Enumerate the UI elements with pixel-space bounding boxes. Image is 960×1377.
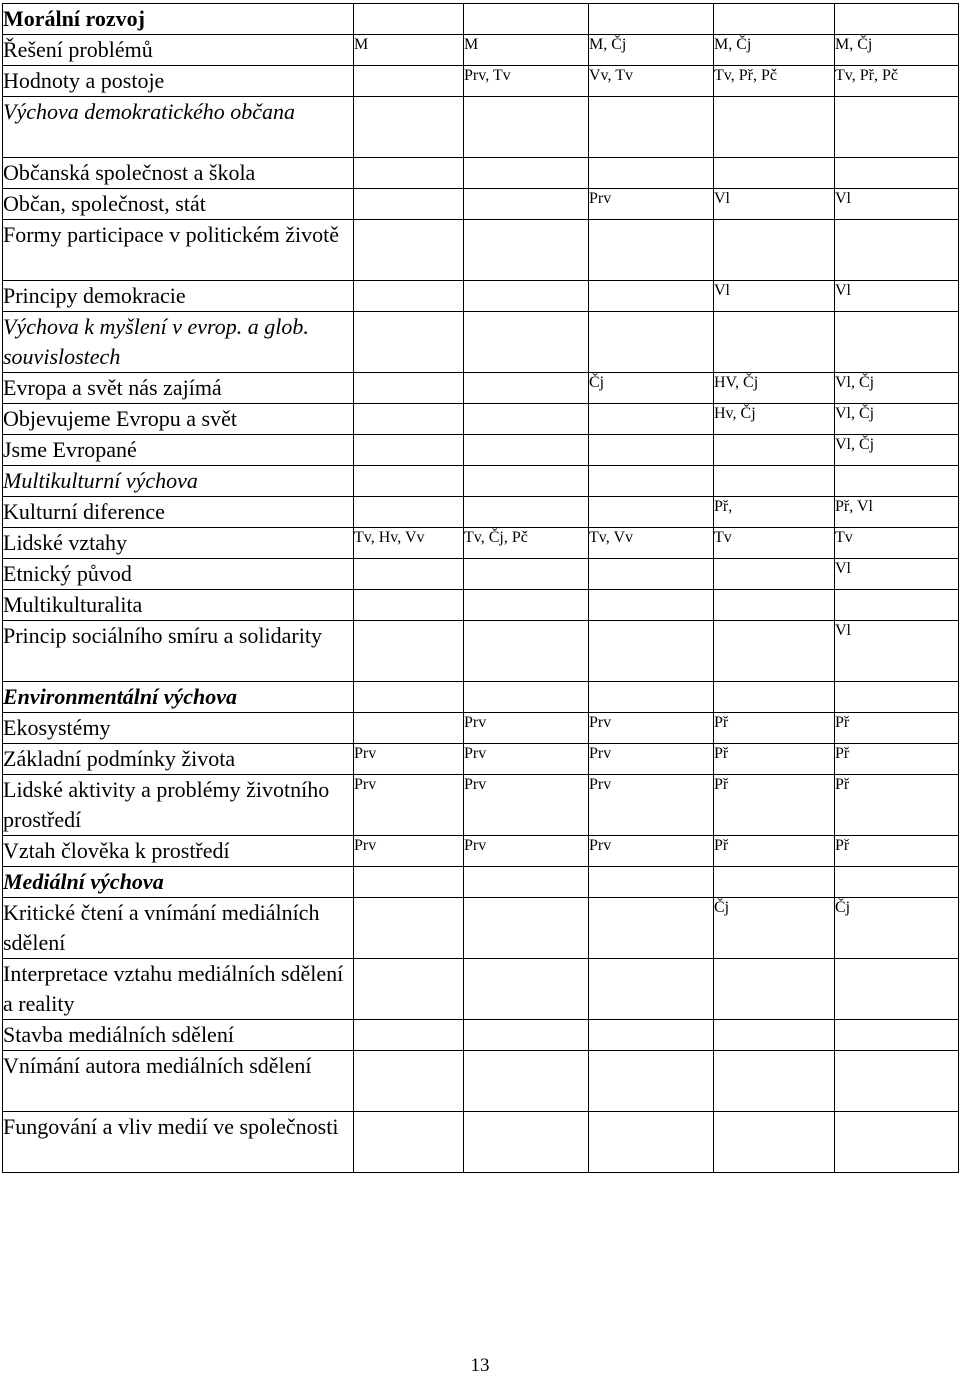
table-row bbox=[3, 682, 959, 713]
table-cell: Lidské aktivity a problémy životního prostředí bbox=[3, 775, 354, 836]
table-cell: Morální rozvoj bbox=[3, 4, 354, 35]
table-cell: Vl bbox=[714, 189, 835, 220]
table-cell bbox=[354, 158, 464, 189]
table-cell bbox=[589, 466, 714, 497]
table-cell bbox=[714, 682, 835, 713]
table-cell bbox=[714, 867, 835, 898]
table-cell bbox=[354, 281, 464, 312]
table-cell: Vl bbox=[835, 189, 959, 220]
table-row bbox=[3, 466, 959, 497]
table-cell bbox=[714, 312, 835, 373]
table-cell bbox=[714, 621, 835, 682]
table-cell bbox=[354, 1020, 464, 1051]
table-cell bbox=[835, 959, 959, 1020]
table-cell bbox=[589, 682, 714, 713]
table-cell bbox=[714, 1020, 835, 1051]
table-row bbox=[3, 898, 959, 959]
table-cell: Př bbox=[835, 713, 959, 744]
table-cell bbox=[464, 898, 589, 959]
table-cell bbox=[589, 590, 714, 621]
table-row bbox=[3, 281, 959, 312]
table-cell: Princip sociálního smíru a solidarity bbox=[3, 621, 354, 682]
table-cell bbox=[464, 4, 589, 35]
table-cell bbox=[714, 959, 835, 1020]
table-cell bbox=[589, 312, 714, 373]
table-cell bbox=[354, 373, 464, 404]
table-cell bbox=[464, 220, 589, 281]
table-cell: Interpretace vztahu mediálních sdělení a reality bbox=[3, 959, 354, 1020]
table-cell: M, Čj bbox=[589, 35, 714, 66]
table-row bbox=[3, 559, 959, 590]
table-cell bbox=[354, 66, 464, 97]
table-cell bbox=[354, 959, 464, 1020]
table-cell: Prv bbox=[354, 775, 464, 836]
table-cell: Tv, Hv, Vv bbox=[354, 528, 464, 559]
table-cell bbox=[835, 97, 959, 158]
table-cell bbox=[589, 435, 714, 466]
cross-curricular-table bbox=[2, 3, 959, 1173]
table-cell bbox=[464, 435, 589, 466]
table-row bbox=[3, 497, 959, 528]
table-cell bbox=[589, 97, 714, 158]
table-cell bbox=[354, 1051, 464, 1112]
table-cell bbox=[354, 898, 464, 959]
table-row bbox=[3, 35, 959, 66]
table-row bbox=[3, 744, 959, 775]
table-cell: HV, Čj bbox=[714, 373, 835, 404]
table-cell bbox=[464, 867, 589, 898]
table-cell bbox=[354, 435, 464, 466]
table-row bbox=[3, 1112, 959, 1173]
table-cell bbox=[464, 97, 589, 158]
table-cell: Tv bbox=[835, 528, 959, 559]
table-cell: Prv bbox=[589, 775, 714, 836]
table-cell: Environmentální výchova bbox=[3, 682, 354, 713]
table-cell bbox=[354, 559, 464, 590]
table-row bbox=[3, 836, 959, 867]
table-row bbox=[3, 775, 959, 836]
table-cell bbox=[589, 1051, 714, 1112]
table-cell: Základní podmínky života bbox=[3, 744, 354, 775]
table-cell: Vztah člověka k prostředí bbox=[3, 836, 354, 867]
table-cell bbox=[464, 497, 589, 528]
table-cell: Hodnoty a postoje bbox=[3, 66, 354, 97]
table-cell: Multikulturní výchova bbox=[3, 466, 354, 497]
table-cell: Př, Vl bbox=[835, 497, 959, 528]
table-cell: Ekosystémy bbox=[3, 713, 354, 744]
table-cell bbox=[589, 898, 714, 959]
table-cell: M, Čj bbox=[835, 35, 959, 66]
table-cell bbox=[354, 404, 464, 435]
table-cell: Tv, Vv bbox=[589, 528, 714, 559]
table-row bbox=[3, 66, 959, 97]
table-cell bbox=[589, 4, 714, 35]
table-cell: Objevujeme Evropu a svět bbox=[3, 404, 354, 435]
table-cell bbox=[835, 1020, 959, 1051]
table-row bbox=[3, 220, 959, 281]
table-cell bbox=[589, 559, 714, 590]
table-row bbox=[3, 621, 959, 682]
table-cell: Principy demokracie bbox=[3, 281, 354, 312]
table-cell: Prv bbox=[589, 836, 714, 867]
table-cell bbox=[589, 621, 714, 682]
table-row bbox=[3, 867, 959, 898]
table-cell bbox=[464, 1020, 589, 1051]
table-cell bbox=[464, 404, 589, 435]
table-cell: Evropa a svět nás zajímá bbox=[3, 373, 354, 404]
table-cell bbox=[354, 4, 464, 35]
page-number: 13 bbox=[470, 1355, 490, 1376]
table-cell bbox=[835, 4, 959, 35]
table-cell: Prv bbox=[464, 836, 589, 867]
table-cell: Kritické čtení a vnímání mediálních sdělení bbox=[3, 898, 354, 959]
table-cell: Výchova k myšlení v evrop. a glob. souvislostech bbox=[3, 312, 354, 373]
table-row bbox=[3, 373, 959, 404]
table-cell: Čj bbox=[835, 898, 959, 959]
table-cell: Jsme Evropané bbox=[3, 435, 354, 466]
table-cell: Prv bbox=[354, 744, 464, 775]
table-body bbox=[3, 4, 959, 1173]
table-cell: Fungování a vliv medií ve společnosti bbox=[3, 1112, 354, 1173]
table-cell bbox=[464, 158, 589, 189]
table-cell bbox=[464, 590, 589, 621]
table-cell: Vl, Čj bbox=[835, 435, 959, 466]
table-row bbox=[3, 404, 959, 435]
table-cell bbox=[464, 281, 589, 312]
table-cell bbox=[464, 559, 589, 590]
table-cell bbox=[589, 867, 714, 898]
table-cell bbox=[589, 281, 714, 312]
table-cell: Př bbox=[714, 744, 835, 775]
table-cell: Př bbox=[714, 713, 835, 744]
table-cell bbox=[354, 867, 464, 898]
table-cell bbox=[464, 1112, 589, 1173]
table-cell bbox=[714, 4, 835, 35]
table-cell bbox=[354, 312, 464, 373]
table-cell: M, Čj bbox=[714, 35, 835, 66]
table-cell: Vl, Čj bbox=[835, 404, 959, 435]
table-cell bbox=[589, 220, 714, 281]
table-cell bbox=[589, 497, 714, 528]
table-cell: Čj bbox=[589, 373, 714, 404]
table-row bbox=[3, 959, 959, 1020]
table-cell bbox=[464, 1051, 589, 1112]
table-row bbox=[3, 4, 959, 35]
table-cell bbox=[589, 158, 714, 189]
table-cell: M bbox=[464, 35, 589, 66]
table-cell bbox=[354, 713, 464, 744]
table-cell bbox=[714, 559, 835, 590]
table-cell: Hv, Čj bbox=[714, 404, 835, 435]
table-cell: Tv, Př, Pč bbox=[714, 66, 835, 97]
table-cell: Vl bbox=[835, 559, 959, 590]
table-row bbox=[3, 528, 959, 559]
table-row bbox=[3, 97, 959, 158]
table-cell bbox=[714, 97, 835, 158]
table-cell bbox=[464, 682, 589, 713]
table-cell bbox=[464, 312, 589, 373]
table-cell: Vv, Tv bbox=[589, 66, 714, 97]
table-cell: Tv, Čj, Pč bbox=[464, 528, 589, 559]
table-cell bbox=[589, 959, 714, 1020]
table-cell bbox=[835, 312, 959, 373]
table-cell bbox=[714, 1112, 835, 1173]
table-cell bbox=[589, 404, 714, 435]
table-cell bbox=[354, 220, 464, 281]
table-cell: Př bbox=[835, 775, 959, 836]
table-cell: Př, bbox=[714, 497, 835, 528]
table-row bbox=[3, 590, 959, 621]
table-cell: Multikulturalita bbox=[3, 590, 354, 621]
table-cell: Občanská společnost a škola bbox=[3, 158, 354, 189]
table-cell: Etnický původ bbox=[3, 559, 354, 590]
table-cell bbox=[714, 158, 835, 189]
table-cell bbox=[464, 466, 589, 497]
table-cell: Vl bbox=[835, 621, 959, 682]
table-cell: Př bbox=[714, 775, 835, 836]
table-cell bbox=[835, 220, 959, 281]
table-cell: Lidské vztahy bbox=[3, 528, 354, 559]
table-cell: Čj bbox=[714, 898, 835, 959]
table-row bbox=[3, 158, 959, 189]
table-cell bbox=[354, 1112, 464, 1173]
table-cell: Př bbox=[835, 744, 959, 775]
table-cell bbox=[354, 466, 464, 497]
table-cell: Př bbox=[714, 836, 835, 867]
table-cell: Občan, společnost, stát bbox=[3, 189, 354, 220]
table-cell bbox=[835, 158, 959, 189]
table-cell: Stavba mediálních sdělení bbox=[3, 1020, 354, 1051]
table-cell bbox=[589, 1112, 714, 1173]
table-cell: Prv bbox=[589, 744, 714, 775]
table-cell bbox=[835, 466, 959, 497]
table-cell: Tv bbox=[714, 528, 835, 559]
table-cell bbox=[714, 435, 835, 466]
table-cell bbox=[354, 682, 464, 713]
table-cell bbox=[464, 621, 589, 682]
table-cell: Prv bbox=[589, 189, 714, 220]
table-cell bbox=[835, 682, 959, 713]
table-cell bbox=[354, 590, 464, 621]
table-cell: Prv bbox=[464, 744, 589, 775]
table-cell: M bbox=[354, 35, 464, 66]
table-cell bbox=[835, 1051, 959, 1112]
table-cell: Prv, Tv bbox=[464, 66, 589, 97]
table-cell bbox=[714, 590, 835, 621]
table-cell: Vnímání autora mediálních sdělení bbox=[3, 1051, 354, 1112]
table-row bbox=[3, 1020, 959, 1051]
table-cell: Prv bbox=[354, 836, 464, 867]
table-cell bbox=[714, 466, 835, 497]
table-cell: Výchova demokratického občana bbox=[3, 97, 354, 158]
table-cell: Vl, Čj bbox=[835, 373, 959, 404]
table-cell: Řešení problémů bbox=[3, 35, 354, 66]
table-row bbox=[3, 1051, 959, 1112]
table-cell: Prv bbox=[464, 775, 589, 836]
table-cell: Mediální výchova bbox=[3, 867, 354, 898]
table-cell: Prv bbox=[464, 713, 589, 744]
table-cell: Formy participace v politickém životě bbox=[3, 220, 354, 281]
table-row bbox=[3, 312, 959, 373]
table-cell: Vl bbox=[714, 281, 835, 312]
table-cell bbox=[714, 220, 835, 281]
table-row bbox=[3, 435, 959, 466]
table-cell bbox=[354, 621, 464, 682]
table-cell: Prv bbox=[589, 713, 714, 744]
table-cell bbox=[835, 1112, 959, 1173]
table-cell bbox=[464, 959, 589, 1020]
table-cell bbox=[714, 1051, 835, 1112]
table-row bbox=[3, 713, 959, 744]
table-cell: Kulturní diference bbox=[3, 497, 354, 528]
table-cell bbox=[464, 189, 589, 220]
table-cell bbox=[589, 1020, 714, 1051]
table-cell bbox=[354, 497, 464, 528]
table-cell bbox=[835, 590, 959, 621]
table-cell: Tv, Př, Pč bbox=[835, 66, 959, 97]
table-row bbox=[3, 189, 959, 220]
table-cell: Př bbox=[835, 836, 959, 867]
table-cell bbox=[354, 97, 464, 158]
table-cell: Vl bbox=[835, 281, 959, 312]
table-cell bbox=[464, 373, 589, 404]
table-cell bbox=[835, 867, 959, 898]
table-cell bbox=[354, 189, 464, 220]
